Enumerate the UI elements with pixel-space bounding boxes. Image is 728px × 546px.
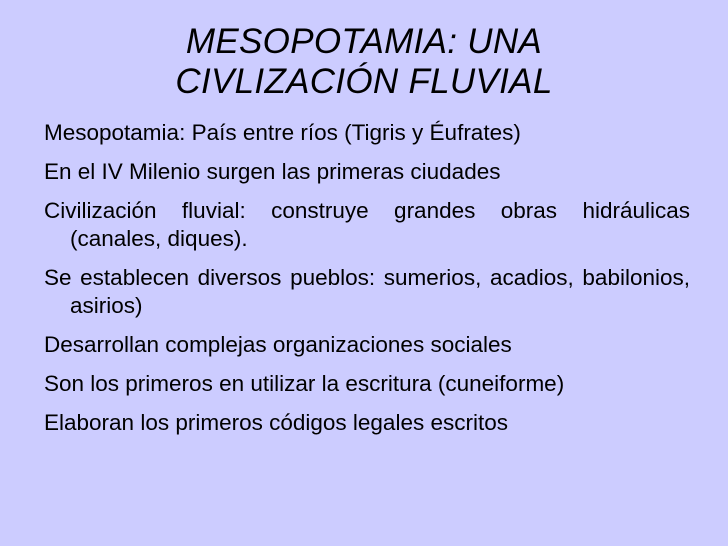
bullet-item: En el IV Milenio surgen las primeras ciudades [44,159,501,184]
bullet-item: Desarrollan complejas organizaciones sociales [44,332,512,357]
bullet-item: Civilización fluvial: construye grandes obras hidráulicas (canales, diques). [44,198,690,251]
slide-title [40,22,688,102]
bullet-item: Mesopotamia: País entre ríos (Tigris y Éufrates) [44,120,521,145]
bullet-list [44,119,690,437]
title-line-1: MESOPOTAMIA: UNA [185,22,543,61]
bullet-item: Se establecen diversos pueblos: sumerios, acadios, babilonios, asirios) [44,265,690,318]
bullet-item: Son los primeros en utilizar la escritura (cuneiforme) [44,371,565,396]
title-line-2: CIVLIZACIÓN FLUVIAL [175,62,553,101]
bullet-item: Elaboran los primeros códigos legales escritos [44,410,508,435]
